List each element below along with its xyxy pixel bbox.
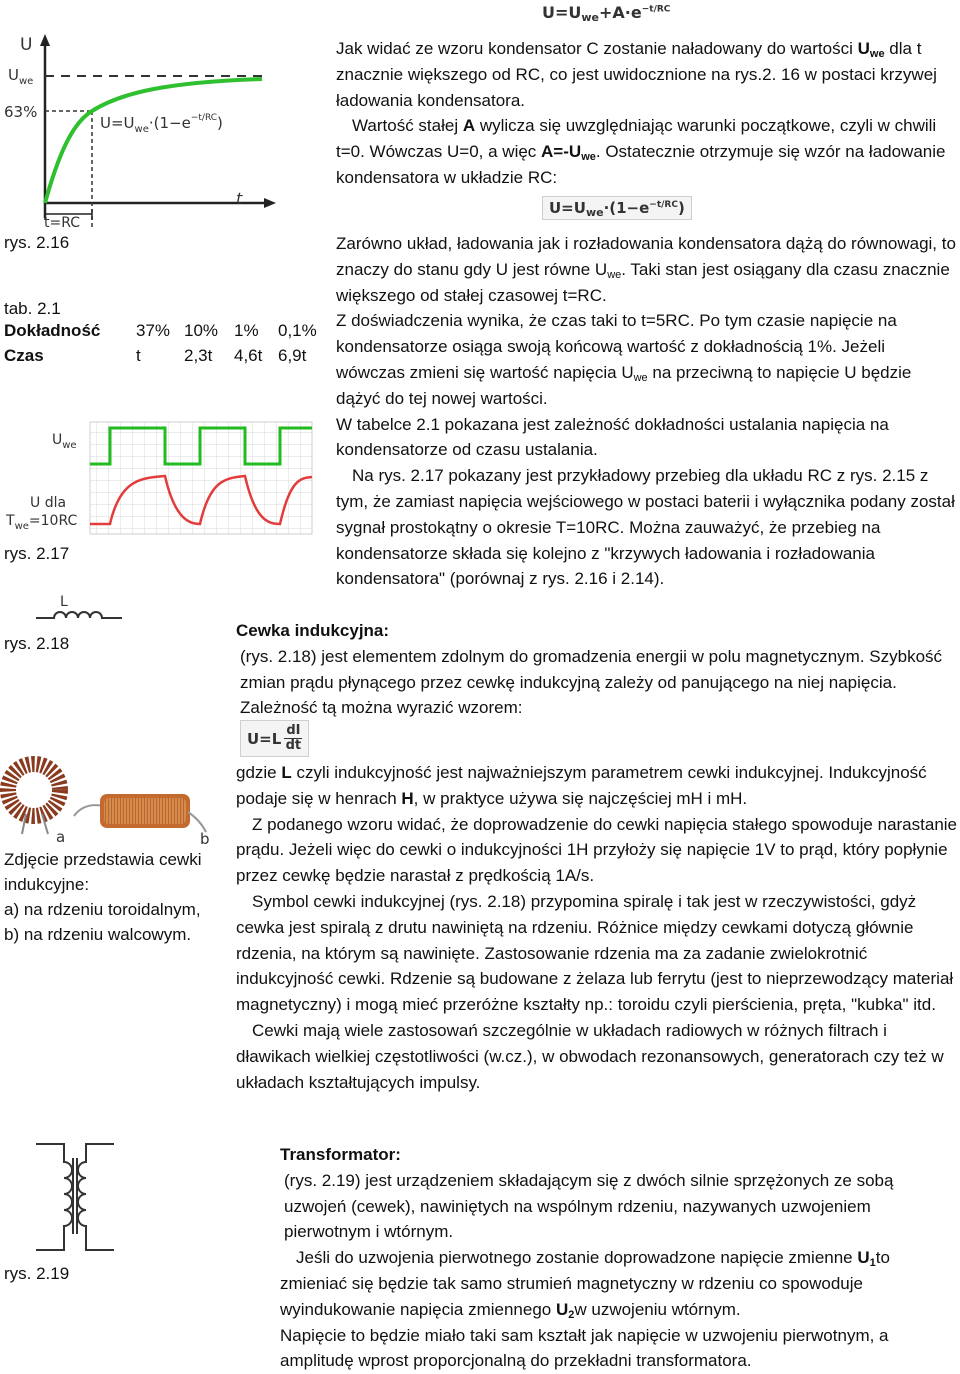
photo-caption: Zdjęcie przedstawia cewki indukcyjne: a) na rdzeniu toroidalnym, b) na rdzeniu walcowym. — [4, 850, 202, 944]
section-title: Transformator: — [280, 1145, 401, 1164]
axis-label-trc: t=RC — [44, 215, 81, 228]
fig-caption-2-16: rys. 2.16 — [4, 233, 70, 252]
steady-state-text: Zarówno układ, ładowania jak i rozładowania kondensatora dążą do równowagi, to znaczy do stanu gdy U jest równe $U_{we}$. Taki stan jest osiągany dla czasu znacznie większego od stałej czasowej t=RC. Z doświadczenia wynika, że czas taki to t=5RC. Po tym czasie napięcie na kondensatorze osiąga swoją końcową wartość z dokładnością 1%. Jeżeli wówczas zmieni się wartość napięcia $U_{we}$ na przeciwną to napięcie U będzie dążyć do tej nowej wartości. W tabelce 2.1 pokazana jest zależność dokładności ustalania napięcia na kondensatorze od czasu ustalania. Na rys. 2.17 pokazany jest przykładowy przebieg dla układu RC z rys. 2.15 z tym, że zamiast napięcia wejściowego w postaci baterii i wyłącznika podany został sygnał prostokątny o okresie T=10RC. Można zauważyć, że przebieg na kondensatorze składa się kolejno z "krzywych ładowania i rozładowania kondensatora" (porównaj z rys. 2.16 i 2.14). — [336, 234, 956, 589]
svg-text:a: a — [56, 828, 66, 846]
section-title: Cewka indukcyjna: — [236, 621, 390, 640]
coil-description: gdzie L czyli indukcyjność jest najważniejszym parametrem cewki indukcyjnej. Indukcyjność podaje się w henrach H, w praktyce używa się najczęściej mH i mH. Z podanego wzoru widać, że doprowadzenie do cewki napięcia stałego spowoduje narastanie prądu. Jeżeli więc do cewki o indukcyjności 1H przyłoży się napięcie 1V to prąd, który popłynie przez cewkę będzie narastał z prędkością 1A/s. Symbol cewki indukcyjnej (rys. 2.18) przypomina spiralę i tak jest w rzeczywistości, gdyż cewka jest spiralą z drutu nawiniętą na rdzeniu. Różnice między cewkami dotyczą głównie rdzenia, na którym są nawinięte. Zastosowanie rdzenia ma za zadanie zwielokrotnić indukcyjność cewki. Rdzenie są budowane z żelaza lub ferrytu (jest to nieprzewodzący materiał magnetyczny) i mogą mieć przeróżne kształty np.: toroidu czyli pierścienia, pręta, "kubka" itd. Cewki mają wiele zastosowań szczególnie w układach radiowych w różnych filtrach i dławikach wielkiej częstotliwości (w.cz.), w obwodach rezonansowych, generatorach czy też w układach kształtujących impulsy. — [236, 763, 958, 1092]
axis-label-u: U — [20, 35, 33, 55]
axis-label-t: t — [236, 189, 243, 208]
coil-section: Cewka indukcyjna: (rys. 2.18) jest elementem zdolnym do gromadzenia energii w polu magnetycznym. Szybkość zmian prądu płynącego przez cewkę indukcyjną zależy od panującego na niej napięcia. Zależność tą można wyrazić wzorem: — [236, 618, 960, 721]
general-formula: $U=U_{we}+A\cdot e^{-t/RC}$ — [542, 3, 671, 24]
inductor-formula: U=L dI dt — [240, 720, 309, 757]
accuracy-table — [4, 321, 324, 371]
fig-caption-2-17: rys. 2.17 — [4, 544, 70, 563]
table-caption-2-1: tab. 2.1 — [4, 299, 61, 318]
svg-text:L: L — [60, 594, 68, 610]
axis-label-uwe: $U_{we}$ — [8, 66, 34, 87]
square-wave-figure — [0, 420, 320, 540]
wave-label-uwe: $U_{we}$ — [52, 432, 77, 451]
transformer-section: Transformator: (rys. 2.19) jest urządzeniem składającym się z dwóch silnie sprzężonych ze sobą uzwojeń (cewek), nawiniętych na wspólnym rdzeniu, nazywanych uzwojeniem pierwotnym i wtórnym. Jeśli do uzwojenia pierwotnego zostanie doprowadzone napięcie zmienne $U_1to$ zmieniać się będzie tak samo strumień magnetyczny w rdzeniu co spowoduje wyindukowanie napięcia zmiennego $U_2w$ uzwojeniu wtórnym. Napięcie to będzie miało taki sam kształt jak napięcie w uzwojeniu pierwotnym, a amplitudę wprost proporcjonalną do przekładni transformatora. — [280, 1142, 960, 1374]
svg-text:b: b — [200, 830, 210, 848]
charging-curve-figure — [0, 28, 300, 228]
inductor-photo — [0, 752, 230, 848]
transformer-symbol — [30, 1140, 120, 1258]
rc-charging-formula: $U=U_{we}\cdot(1-e^{-t/RC})$ — [542, 196, 692, 220]
charging-curve — [45, 79, 262, 203]
inductor-symbol — [36, 590, 126, 626]
table-row: Dokładność 37% 10% 1% 0,1% — [4, 321, 317, 340]
axis-label-63: 63% — [4, 103, 38, 121]
capacitor-charging-text: Jak widać ze wzoru kondensator C zostanie naładowany do wartości $U_{we}$ dla t znacznie większego od RC, co jest uwidocznione na rys.2. 16 w postaci krzywej ładowania kondensatora. Wartość stałej A wylicza się uwzględniając warunki początkowe, czyli w chwili t=0. Wówczas U=0, a więc $A=-U_{we}$. Ostatecznie otrzymuje się wzór na ładowanie kondensatora w układzie RC: — [336, 39, 946, 187]
curve-formula-label: $U=U_{we}\cdot(1-e^{-t/RC})$ — [100, 113, 223, 135]
wave-label-udla: U dla — [30, 495, 67, 511]
table-row: Czas t 2,3t 4,6t 6,9t — [4, 346, 307, 365]
wave-label-twe: $T_{we}=10RC$ — [6, 513, 78, 532]
fig-caption-2-19: rys. 2.19 — [4, 1264, 70, 1283]
fig-caption-2-18: rys. 2.18 — [4, 634, 70, 653]
